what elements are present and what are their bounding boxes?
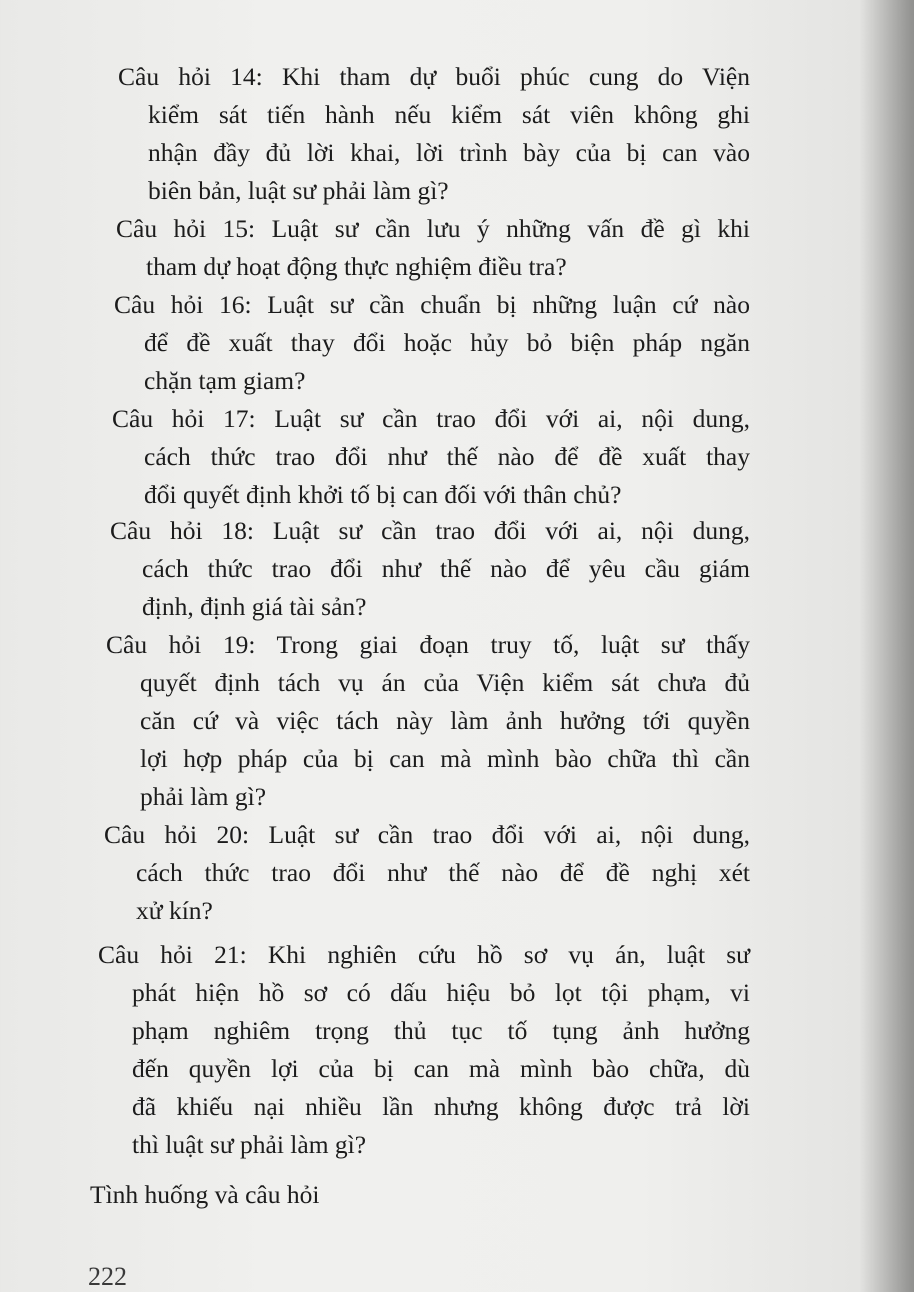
toc-line: đã khiếu nại nhiều lần nhưng không được trả lời <box>132 1092 750 1121</box>
toc-line: nhận đầy đủ lời khai, lời trình bày của bị can vào <box>148 138 750 167</box>
toc-line: đến quyền lợi của bị can mà mình bào chữa, dù <box>132 1054 750 1083</box>
toc-line: Câu hỏi 14: Khi tham dự buổi phúc cung do Viện <box>118 62 750 91</box>
toc-line: quyết định tách vụ án của Viện kiểm sát chưa đủ <box>140 668 750 697</box>
footer-page-number: 222 <box>88 1262 127 1291</box>
toc-line: chặn tạm giam? <box>144 366 306 395</box>
toc-line: phải làm gì? <box>140 782 267 811</box>
toc-line: biên bản, luật sư phải làm gì? <box>148 176 449 205</box>
toc-line: tham dự hoạt động thực nghiệm điều tra? <box>146 252 567 281</box>
toc-line: Câu hỏi 16: Luật sư cần chuẩn bị những luận cứ nào <box>114 290 750 319</box>
toc-line: cách thức trao đổi như thế nào để đề xuất thay <box>144 442 750 471</box>
toc-line: Câu hỏi 20: Luật sư cần trao đổi với ai, nội dung, <box>104 820 750 849</box>
toc-line: Câu hỏi 19: Trong giai đoạn truy tố, luật sư thấy <box>106 630 750 659</box>
toc-line: cách thức trao đổi như thế nào để yêu cầu giám <box>142 554 750 583</box>
toc-line: thì luật sư phải làm gì? <box>132 1130 367 1159</box>
toc-line: để đề xuất thay đổi hoặc hủy bỏ biện pháp ngăn <box>144 328 750 357</box>
toc-line: căn cứ và việc tách này làm ảnh hưởng tới quyền <box>140 706 750 735</box>
toc-line: đổi quyết định khởi tố bị can đối với thân chủ? <box>144 480 622 509</box>
toc-line: phát hiện hồ sơ có dấu hiệu bỏ lọt tội phạm, vi <box>132 978 750 1007</box>
toc-line: Câu hỏi 15: Luật sư cần lưu ý những vấn đề gì khi <box>116 214 750 243</box>
toc-line: phạm nghiêm trọng thủ tục tố tụng ảnh hưởng <box>132 1016 750 1045</box>
toc-line: kiểm sát tiến hành nếu kiểm sát viên không ghi <box>148 100 750 129</box>
toc-line: cách thức trao đổi như thế nào để đề nghị xét <box>136 858 750 887</box>
toc-line: Tình huống và câu hỏi <box>90 1180 320 1209</box>
toc-line: lợi hợp pháp của bị can mà mình bào chữa thì cần <box>140 744 750 773</box>
toc-line: xử kín? <box>136 896 213 925</box>
toc-line: Câu hỏi 17: Luật sư cần trao đổi với ai, nội dung, <box>112 404 750 433</box>
toc-line: định, định giá tài sản? <box>142 592 367 621</box>
toc-line: Câu hỏi 18: Luật sư cần trao đổi với ai, nội dung, <box>110 516 750 545</box>
toc-line: Câu hỏi 21: Khi nghiên cứu hồ sơ vụ án, luật sư <box>98 940 750 969</box>
